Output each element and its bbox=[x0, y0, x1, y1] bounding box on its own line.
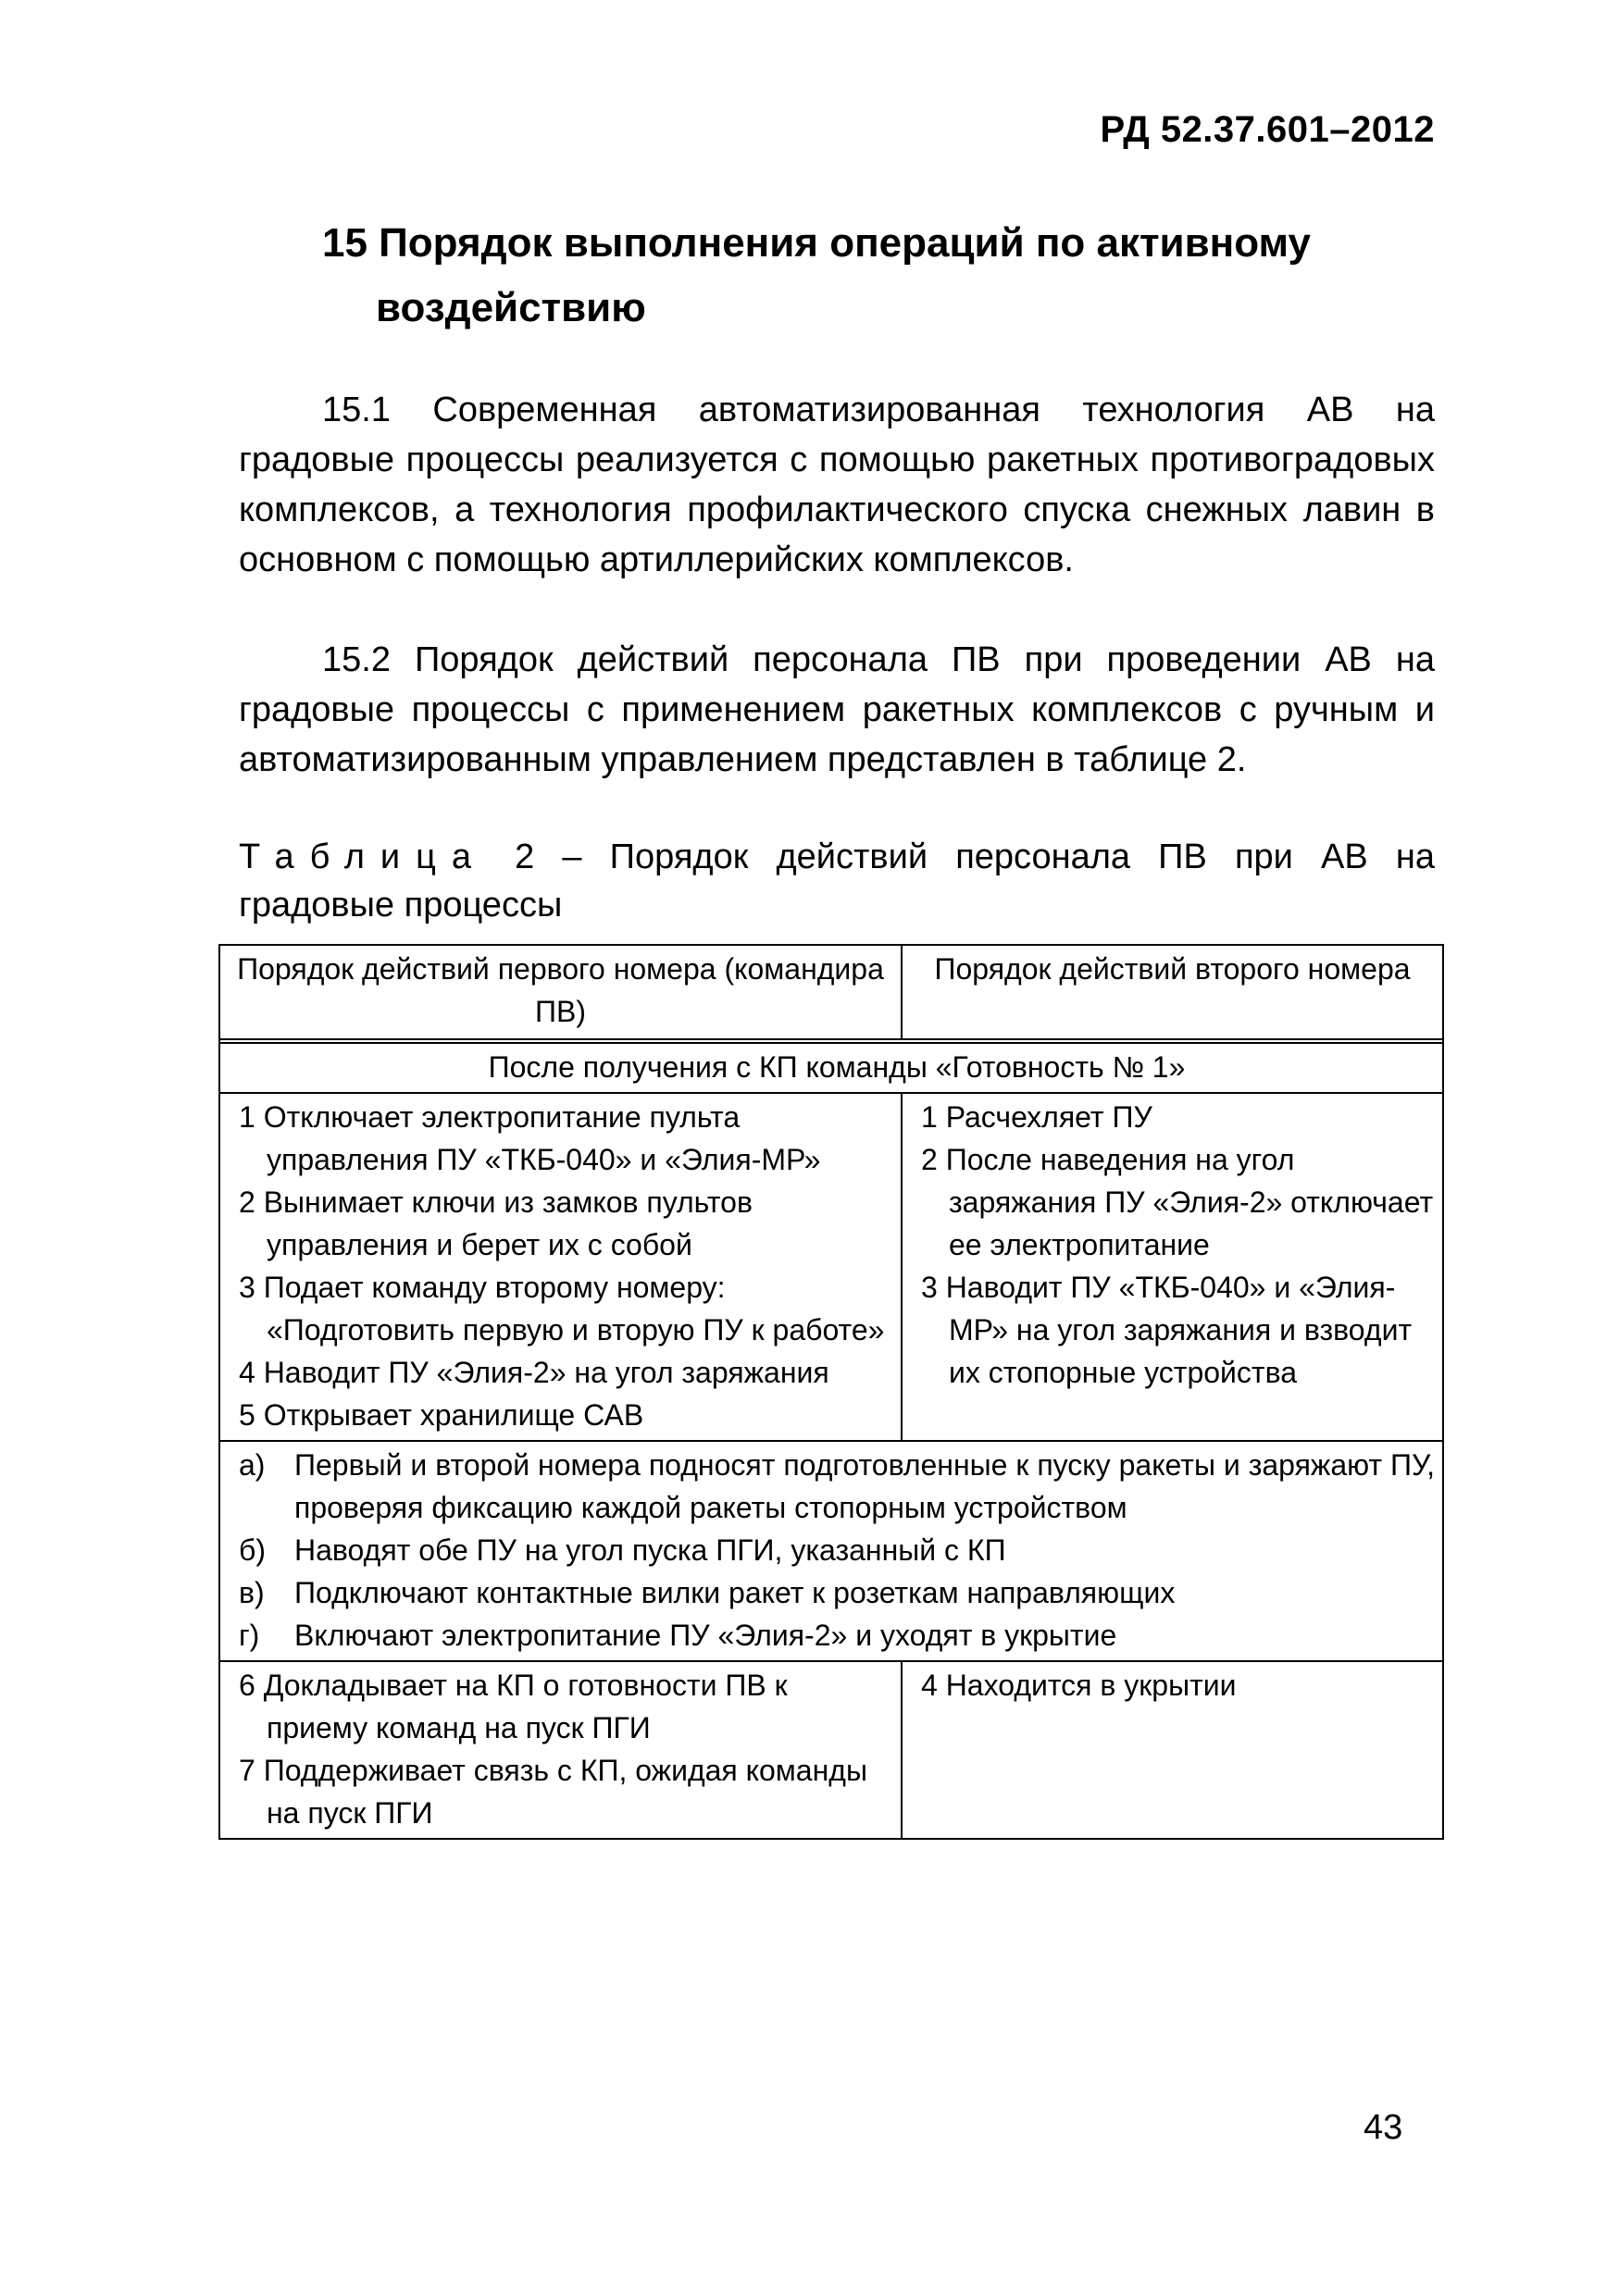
list-item bbox=[239, 1444, 1435, 1529]
list-item: 4 Находится в укрытии bbox=[921, 1669, 1237, 1702]
section-title-line2: воздействию bbox=[376, 285, 646, 330]
block2-col1 bbox=[219, 1661, 902, 1839]
actions-table bbox=[218, 944, 1444, 1840]
section-row bbox=[219, 1043, 1443, 1093]
section-row-title: После получения с КП команды «Готовность № 1» bbox=[219, 1043, 1443, 1093]
block1-col1 bbox=[219, 1093, 902, 1441]
joint-actions-row bbox=[219, 1441, 1443, 1661]
list-item-text: Включают электропитание ПУ «Элия-2» и уходят в укрытие bbox=[294, 1619, 1117, 1652]
document-code: РД 52.37.601–2012 bbox=[1100, 109, 1435, 150]
table-caption-label: Таблица bbox=[239, 838, 487, 876]
block1-row bbox=[219, 1093, 1443, 1441]
section-title-line1: 15 Порядок выполнения операций по активному bbox=[322, 220, 1311, 266]
page-number: 43 bbox=[1364, 2108, 1403, 2147]
list-item: 3 Подает команду второму номеру: «Подготовить первую и вторую ПУ к работе» bbox=[239, 1271, 885, 1347]
list-item: 2 Вынимает ключи из замков пультов управления и берет их с собой bbox=[239, 1185, 753, 1261]
paragraph-15-2: 15.2 Порядок действий персонала ПВ при проведении АВ на градовые процессы с применением ракетных комплексов с ручным и автоматизированным управлением представлен в таблице 2. bbox=[239, 640, 1435, 779]
section-title bbox=[322, 211, 1433, 341]
list-item bbox=[239, 1614, 1435, 1657]
list-item-text: Первый и второй номера подносят подготовленные к пуску ракеты и заряжают ПУ, проверяя фиксацию каждой ракеты стопорным устройством bbox=[294, 1448, 1435, 1524]
list-item: 7 Поддерживает связь с КП, ожидая команды на пуск ПГИ bbox=[239, 1754, 867, 1830]
list-item: 2 После наведения на угол заряжания ПУ «Элия-2» отключает ее электропитание bbox=[921, 1143, 1434, 1261]
list-item: 4 Наводит ПУ «Элия-2» на угол заряжания bbox=[239, 1356, 829, 1389]
joint-actions-cell bbox=[219, 1441, 1443, 1661]
paragraph-15-1: 15.1 Современная автоматизированная технология АВ на градовые процессы реализуется с помощью ракетных противоградовых комплексов, а технология профилактического спуска снежных лавин в основном с помощью артиллерийских комплексов. bbox=[239, 391, 1435, 579]
block2-col2 bbox=[902, 1661, 1443, 1839]
list-item-key: а) bbox=[239, 1448, 266, 1482]
list-item-text: Наводят обе ПУ на угол пуска ПГИ, указанный с КП bbox=[294, 1533, 1006, 1567]
list-item: 3 Наводит ПУ «ТКБ-040» и «Элия-МР» на угол заряжания и взводит их стопорные устройства bbox=[921, 1271, 1413, 1389]
list-item bbox=[239, 1571, 1435, 1614]
block2-row bbox=[219, 1661, 1443, 1839]
block1-col2 bbox=[902, 1093, 1443, 1441]
col1-header: Порядок действий первого номера (командира ПВ) bbox=[219, 945, 902, 1039]
list-item-key: в) bbox=[239, 1576, 265, 1609]
list-item: 6 Докладывает на КП о готовности ПВ к приему команд на пуск ПГИ bbox=[239, 1669, 788, 1744]
list-item-key: б) bbox=[239, 1533, 266, 1567]
table-caption bbox=[239, 833, 1435, 929]
table-header-row bbox=[219, 945, 1443, 1039]
col2-header: Порядок действий второго номера bbox=[902, 945, 1443, 1039]
table-caption-text: 2 – Порядок действий персонала ПВ при АВ на градовые процессы bbox=[239, 838, 1435, 925]
list-item-key: г) bbox=[239, 1619, 260, 1652]
list-item: 1 Расчехляет ПУ bbox=[921, 1100, 1152, 1134]
list-item: 1 Отключает электропитание пульта управления ПУ «ТКБ-040» и «Элия-МР» bbox=[239, 1100, 821, 1176]
list-item bbox=[239, 1529, 1435, 1571]
list-item: 5 Открывает хранилище САВ bbox=[239, 1398, 644, 1432]
list-item-text: Подключают контактные вилки ракет к розеткам направляющих bbox=[294, 1576, 1176, 1609]
